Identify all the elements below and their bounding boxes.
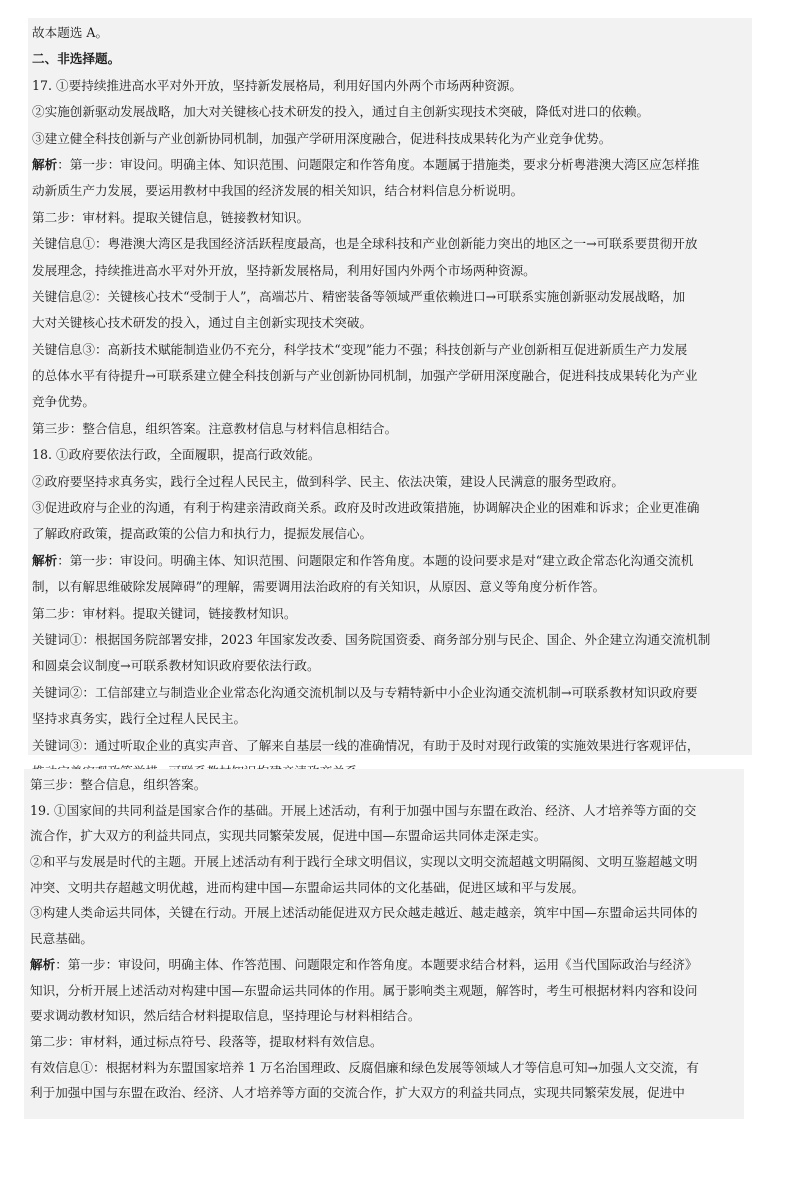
line-text: 要求调动教材知识，然后结合材料提取信息，坚持理论与材料相结合。 xyxy=(30,1008,421,1024)
text-line xyxy=(32,178,752,204)
text-line xyxy=(30,1080,744,1106)
text-line xyxy=(30,798,744,824)
line-text: 冲突、文明共存超越文明优越，进而构建中国—东盟命运共同体的文化基础，促进区域和平与发展。 xyxy=(30,879,585,895)
line-text: ②和平与发展是时代的主题。开展上述活动有利于践行全球文明倡议，实现以文明交流超越文明隔阂、文明互鉴超越文明 xyxy=(30,854,698,870)
text-line xyxy=(32,680,752,706)
text-line xyxy=(30,952,744,978)
text-line xyxy=(30,900,744,926)
line-text: 第二步：审材料。提取关键信息，链接教材知识。 xyxy=(32,209,310,225)
text-line xyxy=(30,926,744,952)
text-line xyxy=(32,126,752,152)
text-line xyxy=(32,363,752,389)
line-text: 关键词②：工信部建立与制造业企业常态化沟通交流机制以及与专精特新中小企业沟通交流机制→可联系教材知识政府要 xyxy=(32,684,698,700)
line-text: 19. ①国家间的共同利益是国家合作的基础。开展上述活动，有利于加强中国与东盟在政治、经济、人才培养等方面的交 xyxy=(30,802,697,818)
text-line xyxy=(30,1029,744,1055)
text-line xyxy=(32,495,752,521)
line-text: 和圆桌会议制度→可联系教材知识政府要依法行政。 xyxy=(32,658,320,674)
text-line xyxy=(32,627,752,653)
text-line xyxy=(32,389,752,415)
bold-label: 解析 xyxy=(32,156,58,172)
line-text: 第三步：整合信息，组织答案。注意教材信息与材料信息相结合。 xyxy=(32,420,398,436)
line-text: 17. ①要持续推进高水平对外开放，坚持新发展格局，利用好国内外两个市场两种资源。 xyxy=(32,77,523,93)
text-line xyxy=(32,706,752,732)
text-line xyxy=(30,823,744,849)
text-line xyxy=(32,574,752,600)
line-text: 的总体水平有待提升→可联系建立健全科技创新与产业创新协同机制，加强产学研用深度融合，促进科技成果转化为产业 xyxy=(32,368,698,384)
line-text: 关键信息①：粤港澳大湾区是我国经济活跃程度最高，也是全球科技和产业创新能力突出的地区之一→可联系要贯彻开放 xyxy=(32,236,698,252)
line-text: 关键信息③：高新技术赋能制造业仍不充分，科学技术“变现”能力不强；科技创新与产业创新相互促进新质生产力发展 xyxy=(32,341,688,357)
line-text: 第三步：整合信息，组织答案。 xyxy=(30,777,207,792)
text-line xyxy=(32,601,752,627)
line-text: 第二步：审材料。提取关键词，链接教材知识。 xyxy=(32,605,297,621)
text-line xyxy=(32,46,752,72)
line-text: 第二步：审材料，通过标点符号、段落等，提取材料有效信息。 xyxy=(30,1033,383,1049)
document-page-1 xyxy=(28,18,752,755)
text-line xyxy=(32,284,752,310)
line-text: 关键信息②：关键核心技术“受制于人”，高端芯片、精密装备等领域严重依赖进口→可联系实施创新驱动发展战略，加 xyxy=(32,288,686,304)
line-text: ：第一步：审设问，明确主体、作答范围、问题限定和作答角度。本题要求结合材料，运用《当代国际政治与经济》 xyxy=(55,956,698,972)
text-line xyxy=(32,310,752,336)
line-text: ③建立健全科技创新与产业创新协同机制，加强产学研用深度融合，促进科技成果转化为产业竞争优势。 xyxy=(32,130,612,146)
text-line xyxy=(30,772,744,798)
line-text: 有效信息①：根据材料为东盟国家培养 1 万名治国理政、反腐倡廉和绿色发展等领域人才等信息可知→加强人文交流，有 xyxy=(30,1059,699,1075)
bold-label: 二、非选择题。 xyxy=(32,51,121,67)
text-line xyxy=(32,73,752,99)
text-line xyxy=(30,978,744,1004)
line-text: ③促进政府与企业的沟通，有利于构建亲清政商关系。政府及时改进政策措施，协调解决企业的困难和诉求；企业更准确 xyxy=(32,500,700,516)
line-text: 利于加强中国与东盟在政治、经济、人才培养等方面的交流合作，扩大双方的利益共同点，实现共同繁荣发展，促进中 xyxy=(30,1085,685,1101)
text-line xyxy=(32,20,752,46)
text-line xyxy=(30,849,744,875)
text-line xyxy=(32,548,752,574)
text-line xyxy=(32,152,752,178)
line-text: 知识，分析开展上述活动对构建中国—东盟命运共同体的作用。属于影响类主观题，解答时，考生可根据材料内容和设问 xyxy=(30,982,698,998)
line-text: 18. ①政府要依法行政，全面履职，提高行政效能。 xyxy=(32,447,321,463)
line-text: ③构建人类命运共同体，关键在行动。开展上述活动能促进双方民众越走越近、越走越亲，筑牢中国—东盟命运共同体的 xyxy=(30,905,698,921)
line-text: 民意基础。 xyxy=(30,931,93,947)
document-page-2 xyxy=(24,769,744,1119)
line-text: 大对关键核心技术研发的投入，通过自主创新实现技术突破。 xyxy=(32,315,373,331)
line-text: 了解政府政策，提高政策的公信力和执行力，提振发展信心。 xyxy=(32,526,373,542)
line-text: ：第一步：审设问。明确主体、知识范围、问题限定和作答角度。本题属于措施类，要求分析粤港澳大湾区应怎样推 xyxy=(57,156,700,172)
line-text: 坚持求真务实，践行全过程人民民主。 xyxy=(32,711,247,727)
text-line xyxy=(32,733,752,759)
line-text: 动新质生产力发展，要运用教材中我国的经济发展的相关知识，结合材料信息分析说明。 xyxy=(32,183,524,199)
line-text: 制，以有解思维破除发展障碍”的理解，需要调用法治政府的有关知识，从原因、意义等角度分析作答。 xyxy=(32,579,606,595)
text-line xyxy=(32,99,752,125)
line-text: 流合作，扩大双方的利益共同点，实现共同繁荣发展，促进中国—东盟命运共同体走深走实。 xyxy=(30,828,547,844)
line-text: ②实施创新驱动发展战略，加大对关键核心技术研发的投入，通过自主创新实现技术突破，降低对进口的依赖。 xyxy=(32,104,650,120)
text-line xyxy=(32,231,752,257)
text-line xyxy=(32,442,752,468)
text-line xyxy=(32,205,752,231)
bold-label: 解析 xyxy=(32,552,58,568)
line-text: 发展理念，持续推进高水平对外开放，坚持新发展格局，利用好国内外两个市场两种资源。 xyxy=(32,262,536,278)
line-text: 故本题选 A。 xyxy=(32,25,109,40)
line-text: 竞争优势。 xyxy=(32,394,95,410)
text-line xyxy=(32,653,752,679)
line-text: ：第一步：审设问。明确主体、知识范围、问题限定和作答角度。本题的设问要求是对“建立政企常态化沟通交流机 xyxy=(57,552,694,568)
text-line xyxy=(32,469,752,495)
line-text: 关键词①：根据国务院部署安排，2023 年国家发改委、国务院国资委、商务部分别与民企、国企、外企建立沟通交流机制 xyxy=(32,631,711,647)
text-line xyxy=(30,875,744,901)
line-text: 关键词③：通过听取企业的真实声音、了解来自基层一线的准确情况，有助于及时对现行政策的实施效果进行客观评估， xyxy=(32,737,700,753)
line-text: ②政府要坚持求真务实，践行全过程人民民主，做到科学、民主、依法决策，建设人民满意的服务型政府。 xyxy=(32,473,624,489)
text-line xyxy=(30,1003,744,1029)
text-line xyxy=(32,337,752,363)
text-line xyxy=(30,1055,744,1081)
text-line xyxy=(32,521,752,547)
text-line xyxy=(32,258,752,284)
bold-label: 解析 xyxy=(30,956,56,972)
text-line xyxy=(32,416,752,442)
